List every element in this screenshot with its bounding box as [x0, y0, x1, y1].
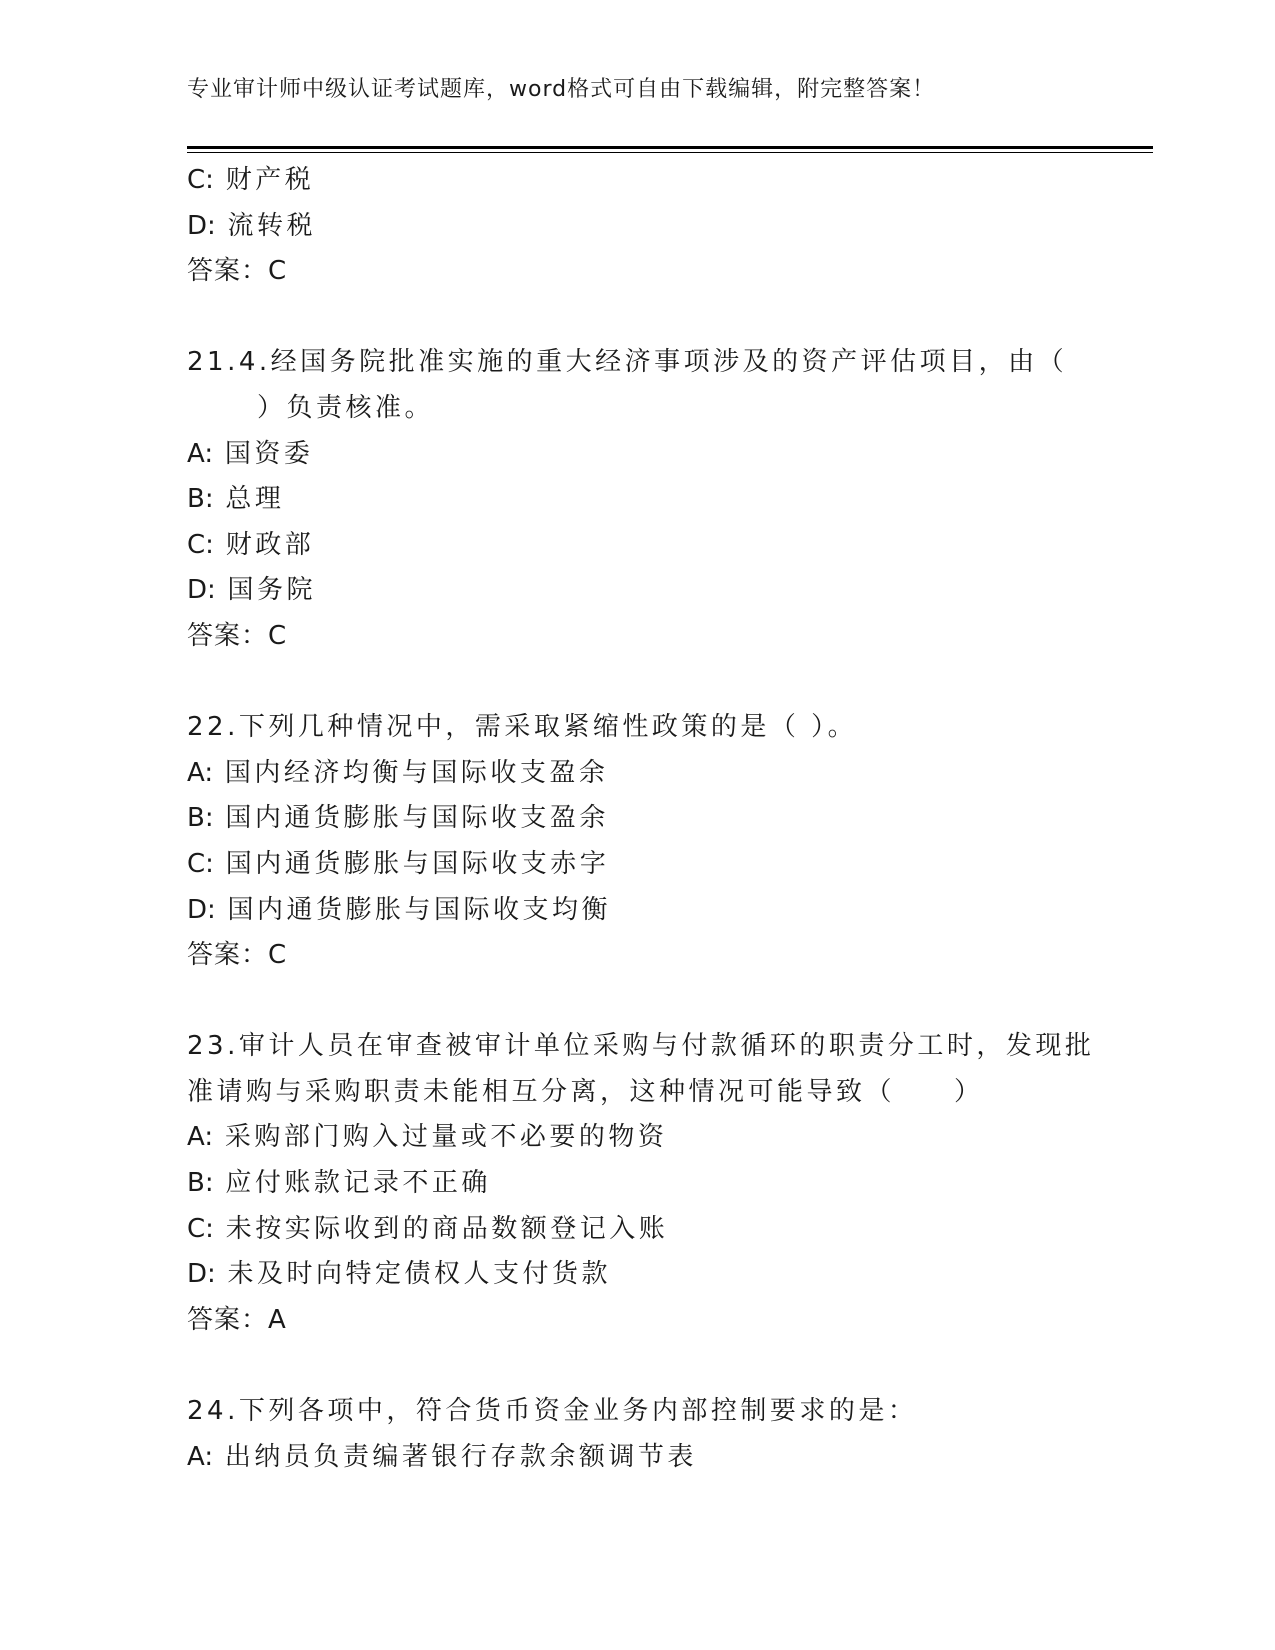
header-rule-thick	[187, 146, 1153, 149]
page-header: 专业审计师中级认证考试题库，word格式可自由下载编辑，附完整答案！	[187, 77, 936, 102]
question-stem: 24.下列各项中，符合货币资金业务内部控制要求的是：	[187, 1396, 918, 1427]
option-line: A: 国内经济均衡与国际收支盈余	[187, 757, 609, 788]
question-stem-continuation: 准请购与采购职责未能相互分离，这种情况可能导致（ ）	[187, 1076, 984, 1107]
option-line: D: 国务院	[187, 575, 317, 606]
answer-line: 答案：C	[187, 940, 288, 971]
option-line: C: 国内通货膨胀与国际收支赤字	[187, 848, 610, 879]
question-stem-continuation: ）负责核准。	[257, 392, 435, 423]
question-stem: 22.下列几种情况中，需采取紧缩性政策的是（ ）。	[187, 712, 858, 743]
answer-line: 答案：A	[187, 1304, 287, 1335]
option-line: A: 采购部门购入过量或不必要的物资	[187, 1122, 668, 1153]
answer-line: 答案：C	[187, 620, 288, 651]
option-line: C: 财产税	[187, 165, 315, 195]
option-line: B: 应付账款记录不正确	[187, 1168, 491, 1199]
option-line: A: 国资委	[187, 438, 314, 469]
question-stem: 21.4.经国务院批准实施的重大经济事项涉及的资产评估项目，由（	[187, 347, 1068, 378]
option-line: D: 流转税	[187, 210, 317, 241]
option-line: D: 未及时向特定债权人支付货款	[187, 1259, 612, 1290]
option-line: B: 国内通货膨胀与国际收支盈余	[187, 803, 609, 834]
option-line: C: 财政部	[187, 529, 315, 560]
answer-line: 答案：C	[187, 256, 288, 287]
option-line: A: 出纳员负责编著银行存款余额调节表	[187, 1441, 697, 1472]
question-list	[187, 158, 1147, 1480]
question-stem: 23.审计人员在审查被审计单位采购与付款循环的职责分工时，发现批	[187, 1031, 1095, 1062]
option-line: C: 未按实际收到的商品数额登记入账	[187, 1213, 669, 1244]
header-rule-thin	[187, 152, 1153, 153]
option-line: B: 总理	[187, 484, 285, 515]
option-line: D: 国内通货膨胀与国际收支均衡	[187, 894, 612, 925]
